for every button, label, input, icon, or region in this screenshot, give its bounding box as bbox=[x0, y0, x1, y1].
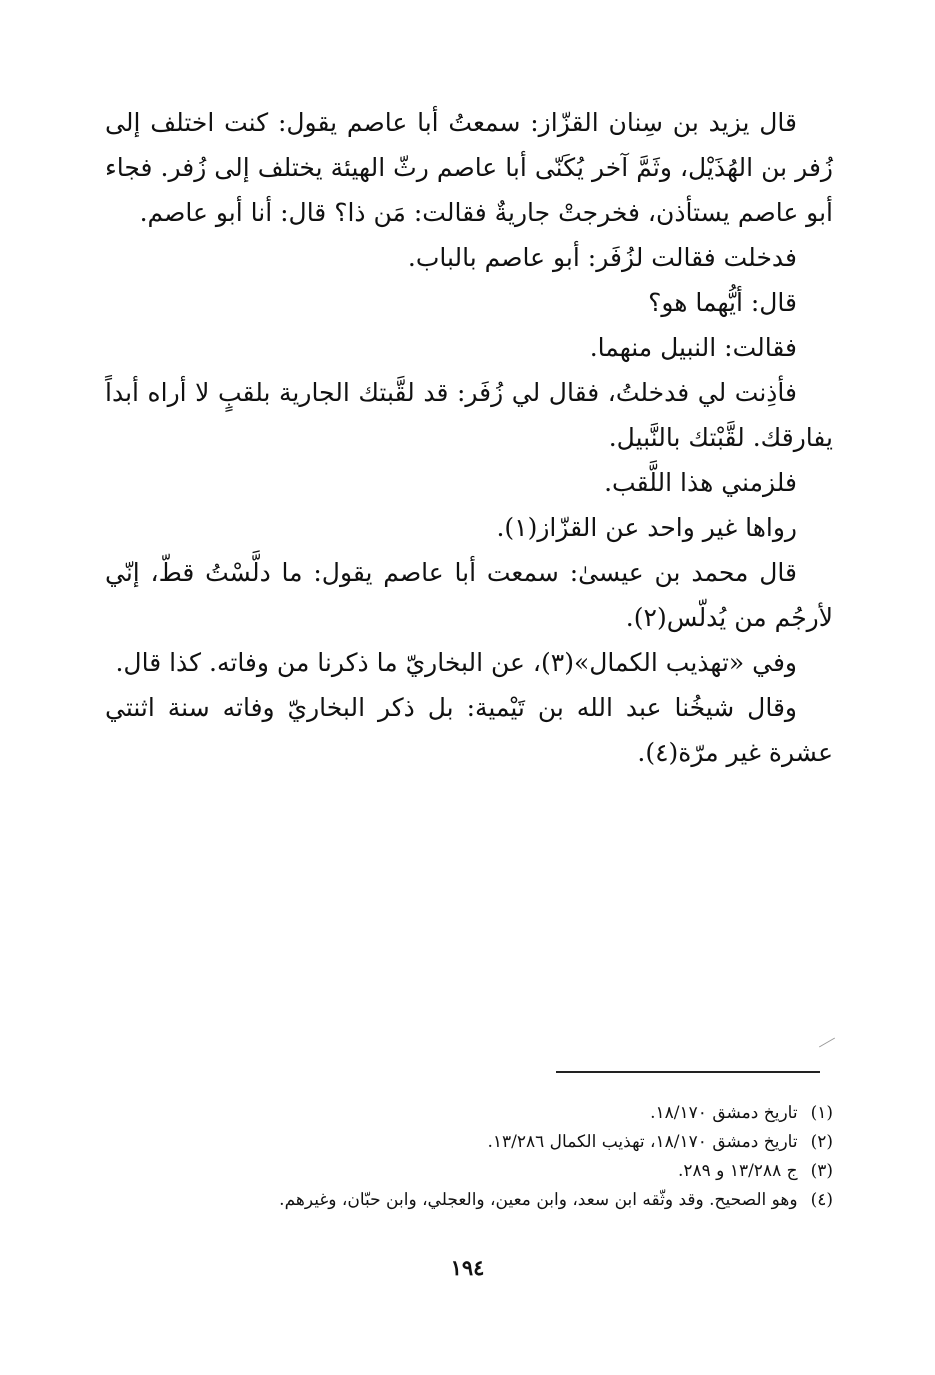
paragraph: وقال شيخُنا عبد الله بن تَيْمية: بل ذكر البخاريّ وفاته سنة اثنتي عشرة غير مرّة(٤). bbox=[105, 693, 833, 767]
paragraph: فلزمني هذا اللَّقب. bbox=[604, 468, 797, 497]
paragraph: قال: أيُّهما هو؟ bbox=[648, 288, 797, 317]
paragraph: رواها غير واحد عن القزّاز(١). bbox=[496, 513, 797, 542]
paragraph: فدخلت فقالت لزُفَر: أبو عاصم بالباب. bbox=[407, 243, 797, 272]
main-text bbox=[105, 100, 833, 775]
footnotes bbox=[105, 1099, 833, 1215]
footnote-text: وهو الصحيح. وقد وثّقه ابن سعد، وابن معين، والعجلي، وابن حبّان، وغيرهم. bbox=[279, 1190, 798, 1210]
paragraph: فقالت: النبيل منهما. bbox=[589, 333, 797, 362]
footnote-item bbox=[105, 1128, 833, 1157]
paragraph: قال محمد بن عيسىٰ: سمعت أبا عاصم يقول: ما دلَّسْتُ قطّ، إنّي لأرجُم من يُدلّس(٢). bbox=[105, 558, 833, 632]
footnote-item bbox=[105, 1186, 833, 1215]
page-number: ١٩٤ bbox=[450, 1255, 485, 1280]
footnote-marker: (٤) bbox=[810, 1190, 833, 1210]
footnote-marker: (٣) bbox=[810, 1161, 833, 1181]
paragraph: قال يزيد بن سِنان القزّاز: سمعتُ أبا عاصم يقول: كنت اختلف إلى زُفر بن الهُذَيْل، وثَمَّ آخر يُكَنّى أبا عاصم رثّ الهيئة يختلف إلى زُفر. فجاء أبو عاصم يستأذن، فخرجتْ جاريةٌ فقالت: مَن ذا؟ قال: أنا أبو عاصم. bbox=[105, 108, 833, 227]
footnote-text: تاريخ دمشق ١٨/١٧٠، تهذيب الكمال ١٣/٢٨٦. bbox=[487, 1132, 798, 1152]
footnote-text: تاريخ دمشق ١٨/١٧٠. bbox=[650, 1103, 798, 1123]
footnote-item bbox=[105, 1099, 833, 1128]
footnote-separator bbox=[556, 1071, 820, 1073]
paragraph: وفي «تهذيب الكمال»(٣)، عن البخاريّ ما ذكرنا من وفاته. كذا قال. bbox=[115, 648, 797, 677]
footnote-marker: (٢) bbox=[810, 1132, 833, 1152]
footnote-text: ج ١٣/٢٨٨ و ٢٨٩. bbox=[677, 1161, 798, 1181]
paragraph: فأذِنت لي فدخلتُ، فقال لي زُفَر: قد لقَّبتك الجارية بلقبٍ لا أراه أبداً يفارقك. لقَّبْتك بالنَّبيل. bbox=[105, 378, 833, 452]
stray-mark bbox=[819, 1038, 835, 1048]
footnote-marker: (١) bbox=[810, 1103, 833, 1123]
footnote-item bbox=[105, 1157, 833, 1186]
